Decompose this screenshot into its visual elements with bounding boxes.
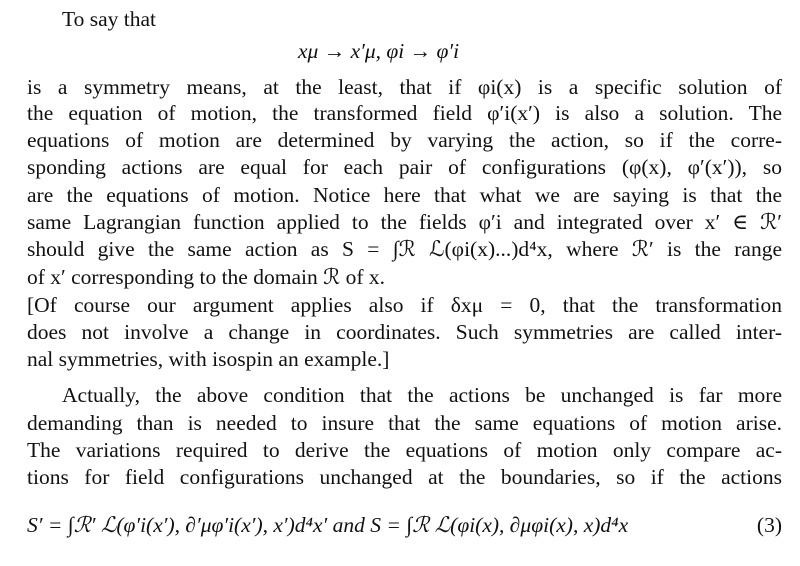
transform-equation: xμ → x′μ, φi → φ′i	[298, 39, 460, 63]
action-equation	[27, 510, 782, 540]
paragraph1-line-2: the equation of motion, the transformed field φ′i(x′) is also a solution. The	[27, 101, 782, 125]
paragraph1-line-4: sponding actions are equal for each pair of configurations (φ(x), φ′(x′)), so	[27, 155, 782, 179]
intro-text: To say that	[62, 7, 157, 31]
action-equation-body: S′ = ∫ℛ′ ℒ(φ′i(x′), ∂′μφ′i(x′), x′)d⁴x′ and S = ∫ℛ ℒ(φi(x), ∂μφi(x), x)d⁴x	[27, 513, 629, 537]
paragraph3-line-3: The variations required to derive the equations of motion only compare ac-	[27, 438, 782, 462]
paragraph1-line-7: should give the same action as S = ∫ℛ ℒ(φi(x)...)d⁴x, where ℛ′ is the range	[27, 237, 782, 261]
paragraph2-line-1: [Of course our argument applies also if δxμ = 0, that the transformation	[27, 293, 782, 317]
paragraph1-line-3: equations of motion are determined by varying the action, so if the corre-	[27, 128, 782, 152]
equation-number: (3)	[756, 513, 782, 537]
paragraph1-line-6: same Lagrangian function applied to the fields φ′i and integrated over x′ ∈ ℛ′	[27, 210, 782, 234]
paragraph1-line-5: are the equations of motion. Notice here that what we are saying is that the	[27, 183, 782, 207]
paragraph2-line-3: nal symmetries, with isospin an example.]	[27, 347, 390, 371]
paragraph3-line-4: tions for field configurations unchanged at the boundaries, so if the actions	[27, 465, 782, 489]
paragraph3-line-1: Actually, the above condition that the actions be unchanged is far more	[62, 383, 782, 407]
paragraph2-line-2: does not involve a change in coordinates. Such symmetries are called inter-	[27, 320, 782, 344]
paragraph3-line-2: demanding than is needed to insure that the same equations of motion arise.	[27, 411, 782, 435]
paragraph1-line-8: of x′ corresponding to the domain ℛ of x.	[27, 265, 386, 289]
paragraph1-line-1: is a symmetry means, at the least, that if φi(x) is a specific solution of	[27, 75, 782, 99]
